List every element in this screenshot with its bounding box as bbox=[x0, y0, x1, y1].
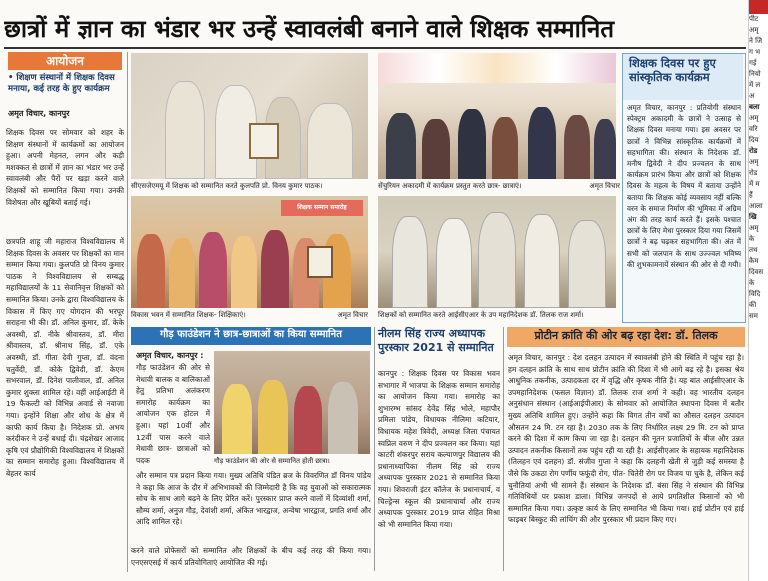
adjacent-column-strip bbox=[748, 0, 768, 581]
adjacent-heading: पीट bbox=[749, 15, 759, 23]
adjacent-line: वरि bbox=[749, 125, 758, 133]
adjacent-line: खि bbox=[749, 213, 757, 221]
adjacent-line: दिय bbox=[749, 136, 759, 144]
protein-body: अमृत विचार, कानपुर : देश दलहन उत्पादन में स्वावलंबी होने की स्थिति में पहुंच रहा है। हम दलहन क्रांति के साथ साथ प्रोटीन क्रांति की दिशा में भी आगे बढ़ रहे है। इसका श्रेय आधुनिक तकनीक, उत्पादकता दर में वृद्धि और कृषक नीति है। यह बात आईसीएआर के उपमहानिदेशक (फसल विज्ञान) डॉ. तिलक राज शर्मा ने कही। वह भारतीय दलहन अनुसंधान संस्थान (आईआईपीआर) के सोमवार को आयोजित स्थापना दिवस में बतौर मुख्य अतिथि शामिल हुए। उन्होंने कहा कि विगत तीन वर्षों का औसत दलहन उत्पादन औसतन 24 मि. टन रहा है। 2030 तक के लिए निर्धारित लक्ष्य 29 मि. टन को प्राप्त करने की दिशा में काम किया जा रहा है। दलहन की नूतन प्रजातियों के बीज और उन्नत उत्पादन तकनीक किसानों तक पहुंच रही या रही है। आईसीएआर के सहायक महानिदेशक (तिलहन एवं दलहन) डॉ. संजीव गुप्ता ने कहा कि दलहनी खेती से जुड़ी कई समस्या है जैसे कि उकठा रोग पर्णीय फफूंदी रोग, पीत- चितेरी रोग पर विजय पा चुके है, लेकिन कई चुनौतियां अभी भी सामने हैं। संस्थान के निदेशक डॉ. बंसा सिंह ने संस्थान की विभिन्न गतिविधियों पर प्रकाश डाला। विभिन्न जनपदों से आये प्रगतिशील किसानों को भी सम्मानित किया गया। उत्कृष्ट कार्य के लिए सम्मानित भी किया गया। हाई प्रोटीन एवं हाई फाइबर बिस्कुट की लांचिंग की और पुरस्कार भी प्रदान किए गए। bbox=[508, 353, 744, 525]
adjacent-line: तथ bbox=[749, 246, 758, 254]
adjacent-line: आला bbox=[749, 202, 763, 210]
adjacent-line: रोड bbox=[749, 147, 758, 155]
gour-foundation-heading: गौड़ फाउंडेशन ने छात्र-छात्राओं का किया सम्मानित bbox=[131, 327, 371, 345]
gour-byline: अमृत विचार, कानपुर : bbox=[136, 351, 204, 360]
photo-3-credit: अमृत विचार bbox=[337, 311, 368, 319]
adjacent-line: अमृ bbox=[749, 158, 759, 166]
cultural-programme-heading: शिक्षक दिवस पर हुए सांस्कृतिक कार्यक्रम bbox=[623, 54, 743, 100]
adjacent-column-head bbox=[749, 0, 768, 14]
gour-photo-caption: गौड़ फाउंडेशन की ओर से सम्मानित होती छात्रा। bbox=[214, 457, 330, 465]
adjacent-line: अमृ bbox=[749, 114, 759, 122]
neelam-heading: नीलम सिंह राज्य अध्यापक पुरस्कार 2021 से सम्मानित bbox=[378, 327, 494, 354]
left-para-1: शिक्षक दिवस पर सोमवार को शहर के शिक्षण संस्थानों में कार्यक्रमों का आयोजन हुआ। अपनी मेहनत, लगन और कड़ी मशक्कत से छात्रों में ज्ञान का भंडार भर उन्हें स्वावलंबी और पैरों पर खड़ा करने वाले शिक्षकों को सम्मानित किया गया। उनकी विशेषता और खूबियों बताई गई। bbox=[6, 128, 124, 207]
column-divider-3 bbox=[503, 327, 504, 571]
column-divider-2 bbox=[374, 327, 375, 571]
photo-spectrum-academy-programme bbox=[378, 53, 616, 179]
photo-vikas-bhawan-teachers bbox=[131, 196, 368, 308]
photo-1-caption: सीएसजेएमयू में शिक्षक को सम्मानित करते कुलपति प्रो. विनय कुमार पाठक। bbox=[131, 182, 323, 190]
left-byline: अमृत विचार, कानपुर bbox=[8, 109, 70, 118]
adjacent-line: नियो bbox=[749, 70, 761, 78]
photo-csjmu-teacher-honour bbox=[131, 53, 368, 179]
adjacent-line: अ bbox=[749, 92, 755, 100]
section-tag: आयोजन bbox=[8, 52, 122, 70]
adjacent-line: के bbox=[749, 279, 755, 287]
photo-gour-foundation-student bbox=[214, 351, 370, 454]
photo-3-banner: शिक्षक सम्मान समारोह bbox=[281, 200, 363, 216]
neelam-body: कानपुर : शिक्षक दिवस पर विकास भवन सभागार में भाजपा के शिक्षक सम्मान समारोह का आयोजन किया गया। समारोह का शुभारम्भ सांसद देवेंद्र सिंह भोले, महापौर प्रमिला पांडेय, विधायक नीलिमा कटियार, विधायक महेश त्रिवेदी, अध्यक्ष जिला पंचायत स्वप्निल वरुण ने दीप प्रज्वलन कर किया। यहां काटरी शंकरपुर सराय कल्याणपुर विद्यालय की प्रधानाध्यापिका नीलम सिंह को राज्य अध्यापक पुरस्कार 2021 से सम्मानित किया गया। शिवराजी इंटर कॉलेज के प्रधानाचार्य, व चिल्ड्रेन्स स्कूल की प्रधानाचार्या और राज्य अध्यापक पुरस्कार 2019 प्राप्त रोहित मिश्रा को भी सम्मानित किया गया। bbox=[378, 369, 500, 529]
adjacent-line: बला bbox=[749, 103, 760, 111]
photo-2-caption: सेंचुरियन अकादमी में कार्यक्रम प्रस्तुत करते छात्र- छात्राएं। bbox=[378, 182, 522, 190]
adjacent-line: सम bbox=[749, 312, 758, 320]
adjacent-line: में ल bbox=[749, 81, 761, 89]
photo-4-caption: शिक्षकों को सम्मानित करते आईसीएआर के उप महानिदेशक डॉ. तिलक राज शर्मा। bbox=[378, 311, 584, 319]
adjacent-line: दिवस bbox=[749, 268, 764, 276]
adjacent-line: कैम bbox=[749, 257, 759, 265]
photo-icar-deputy-dg-honour bbox=[378, 196, 616, 308]
protein-heading: प्रोटीन क्रांति की ओर बढ़ रहा देश: डॉ. तिलक bbox=[507, 327, 745, 347]
photo-3-caption: विकास भवन में सम्मानित शिक्षक- शिक्षिकाएं। bbox=[131, 311, 246, 319]
adjacent-line: अमृ bbox=[749, 26, 759, 34]
gour-body-full: और सम्मान पत्र प्रदान किया गया। मुख्य अतिथि पंडित ब्रज के विवरणित डॉ विनय पांडेय ने कहा कि आज के दौर में अभिभावकों की जिम्मेदारी है कि वह युवाओं को सकारात्मक सोच के साथ आगे बढ़ने के लिए प्रेरित करें। पुरस्कार प्राप्त करने वालों में दिव्यांशी शर्मा, सौम्य शर्मा, अनुज गौड़, देवांशी शर्मा, अंकित भारद्वाज, अन्वेषा भारद्वाज, प्रगति शर्मा और आदि शामिल रहे। bbox=[136, 471, 371, 527]
adjacent-line: रोड bbox=[749, 169, 758, 177]
adjacent-line: ग भ bbox=[749, 48, 761, 56]
cultural-programme-body: अमृत विचार, कानपुर : प्रतियोगी संस्थान स्पेक्ट्रम अकादमी के छात्रों ने उत्साह से शिक्षक दिवस मनाया गया। इस अवसर पर छात्रों ने विभिन्न सांस्कृतिक कार्यक्रमों में सहभागिता की। संस्थान के निदेशक डॉ. मनीष द्विवेदी ने दीप प्रज्वलन के साथ कार्यक्रम प्रारंभ किया और छात्रों को शिक्षक दिवस के महत्व के विषय में बताया उन्होंने बताया कि शिक्षक कोई व्यवसाय नहीं बल्कि वरन के समाज निर्माण की भूमिका में अग्रिम अंग की तरह कार्य करते हैं। इसके पश्चात छात्रों के लिए मेधा पुरस्कार दिया गया जिसमें छात्रों ने बढ़ चढ़कर सहभागिता की। अंत में सभी को जलपान के साथ उज्ज्वल भविष्य की शुभकामनायें संस्थान की ओर से दी गयी। bbox=[627, 103, 741, 269]
adjacent-line: हैं bbox=[749, 191, 753, 199]
left-para-2: छत्रपति शाहू जी महाराज विश्वविद्यालय में शिक्षक दिवस के अवसर पर शिक्षकों का मान सम्मान किया गया। कुलपति प्रो विनय कुमार पाठक ने विश्वविद्यालय से सम्बद्ध महाविद्यालयों के 11 सेवानिवृत्त शिक्षकों को सम्मानित किया। उनके द्वारा विश्वविद्यालय के विकास में किए गए योगदान की भरपूर सराहना भी की। डॉ. अनिल कुमार, डॉ. केके अवस्थी, डॉ. नीके श्रीवास्तव, डॉ. मीरा श्रीवास्तव, डॉ. श्रीनाथ सिंह, डॉ. एके अवस्थी, डॉ. गीता देवी गुप्ता, डॉ. वंदना चतुर्वेदी, डॉ. कोके द्विवेदी, डॉ. केएम सभरवाल, डॉ. दिनेश पालीवाल, डॉ. अनिल कुमार शुक्ला शामिल रहे। वहीं आईआईटी में 19 फैकल्टी को विभिन्न अवार्ड से नवाजा गया। इन्होंने शिक्षा और शोध के क्षेत्र में काफी कार्य किया है। निदेशक प्रो. अभय करंदीकर ने उन्हें बधाई दी। चंद्रशेखर आजाद कृषि एवं प्रौद्योगिकी विश्वविद्यालय में शिक्षकों का सम्मान समारोह हुआ। विश्वविद्यालय में बेहतर कार्य bbox=[6, 237, 124, 478]
photo-2-credit: अमृत विचार bbox=[589, 182, 620, 190]
adjacent-line: में म bbox=[749, 180, 760, 188]
adjacent-line: विदि bbox=[749, 290, 761, 298]
adjacent-line: गई bbox=[749, 59, 757, 67]
adjacent-line: के bbox=[749, 235, 755, 243]
adjacent-line: की bbox=[749, 301, 757, 309]
adjacent-lines bbox=[749, 25, 768, 322]
page-headline: छात्रों में ज्ञान का भंडार भर उन्हें स्वावलंबी बनाने वाले शिक्षक सम्मानित bbox=[4, 14, 615, 43]
adjacent-line: ने जि bbox=[749, 37, 763, 45]
left-tail-text: करने वाले प्रोफेसरों को सम्मानित और शिक्षकों के बीच कई तरह की किया गया। एनएसएसई में कार्य प्रतियोगिताएं आयोजित की गई। bbox=[131, 546, 371, 567]
gour-body-left: गौड़ फाउंडेशन की ओर से मेधावी बालक व बालिकाओं हेतु प्रतिभा अलंकरण समारोह कार्यक्रम का आयोजन एक होटल में हुआ। यहां 10वीं और 12वीं पास करने वाले मेधावी छात्र- छात्राओं को पदक bbox=[136, 363, 210, 465]
bullet-heading: • शिक्षण संस्थानों में शिक्षक दिवस मनाया, कई तरह के हुए कार्यक्रम bbox=[8, 73, 115, 94]
column-divider bbox=[127, 52, 128, 572]
adjacent-line: अमृ bbox=[749, 224, 759, 232]
headline-rule bbox=[4, 47, 746, 49]
